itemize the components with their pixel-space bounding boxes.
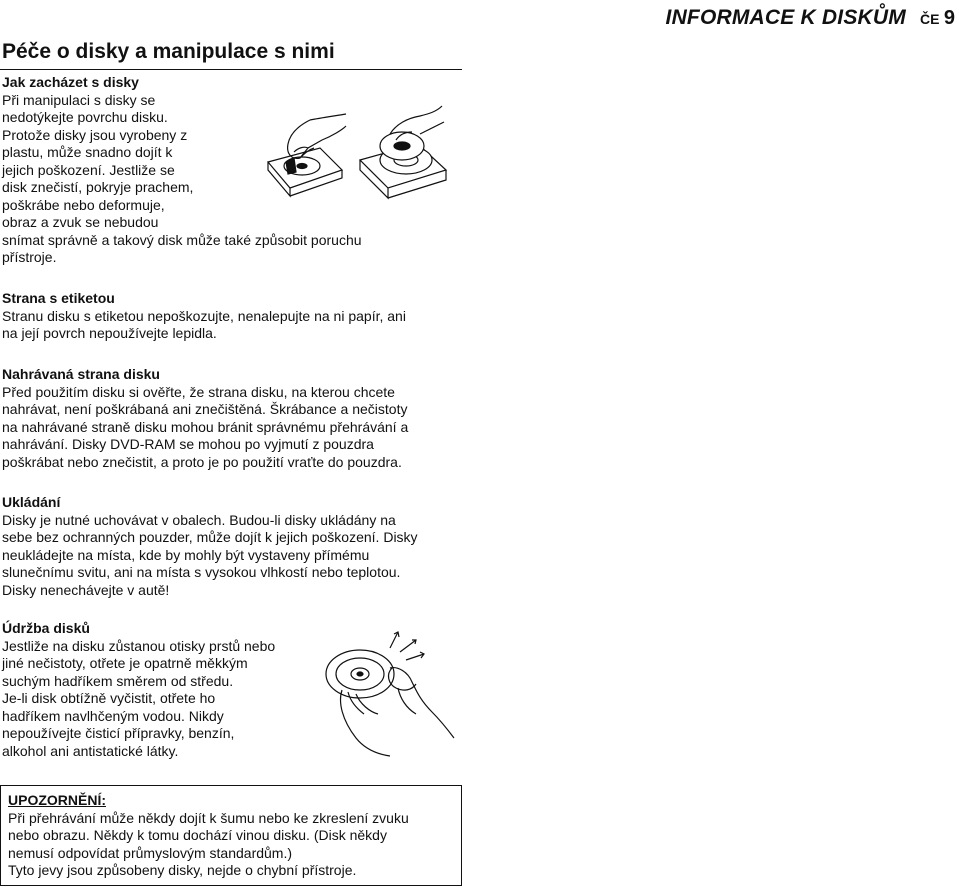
- section-title: INFORMACE K DISKŮM: [665, 6, 906, 29]
- handling-line: disk znečistí, pokryje prachem,: [2, 179, 194, 195]
- storage-heading: Ukládání: [2, 494, 61, 510]
- title-divider: [0, 69, 462, 70]
- maintenance-line: hadříkem navlhčeným vodou. Nikdy: [2, 707, 224, 724]
- storage-line: sebe bez ochranných pouzder, může dojít k jejich poškození. Disky: [2, 529, 418, 545]
- maintenance-heading: Údržba disků: [2, 620, 90, 636]
- handling-line: poškrábe nebo deformuje,: [2, 196, 165, 213]
- storage-line: slunečnímu svitu, ani na místa s vysokou vlhkostí nebo teplotou.: [2, 564, 401, 580]
- handling-line: jejich poškození. Jestliže se: [2, 161, 175, 178]
- warning-title: UPOZORNĚNÍ:: [8, 792, 106, 808]
- storage-line: neukládejte na místa, kde by mohly být vystaveny přímému: [2, 546, 370, 563]
- recording-side-heading: Nahrávaná strana disku: [2, 366, 160, 382]
- label-side-line: na její povrch nepoužívejte lepidla.: [2, 325, 217, 341]
- storage-line: Disky je nutné uchovávat v obalech. Budou-li disky ukládány na: [2, 511, 396, 528]
- recording-side-line: na nahrávané straně disku mohou bránit správnému přehrávání a: [2, 418, 409, 435]
- handling-line: přístroje.: [2, 249, 57, 265]
- disc-tray-illustration: [250, 100, 450, 210]
- warning-line: nemusí odpovídat průmyslovým standardům.): [8, 844, 293, 861]
- warning-box: [0, 785, 462, 886]
- maintenance-line: nepoužívejte čisticí přípravky, benzín,: [2, 725, 235, 741]
- page-header: [666, 6, 955, 30]
- recording-side-line: nahrávat, není poškrábaná ani znečištěná. Škrábance a nečistoty: [2, 401, 408, 417]
- page-number: 9: [943, 7, 955, 29]
- maintenance-line: suchým hadříkem směrem od středu.: [2, 672, 234, 689]
- label-side-line: Stranu disku s etiketou nepoškozujte, nenalepujte na ni papír, ani: [2, 307, 406, 324]
- disc-cleaning-illustration: [320, 628, 460, 758]
- handling-heading: Jak zacházet s disky: [2, 74, 139, 90]
- warning-line: nebo obrazu. Někdy k tomu dochází vinou disku. (Disk někdy: [8, 827, 387, 843]
- warning-line: Tyto jevy jsou způsobeny disky, nejde o chybní přístroje.: [8, 862, 357, 878]
- recording-side-section: [2, 366, 408, 471]
- page-title: Péče o disky a manipulace s nimi: [2, 40, 335, 63]
- label-side-section: [2, 290, 406, 343]
- language-code: ČE: [919, 11, 940, 27]
- handling-line: snímat správně a takový disk může také způsobit poruchu: [2, 231, 362, 248]
- recording-side-line: poškrábat nebo znečistit, a proto je po použití vraťte do pouzdra.: [2, 453, 402, 470]
- maintenance-line: jiné nečistoty, otřete je opatrně měkkým: [2, 655, 248, 671]
- warning-line: Při přehrávání může někdy dojít k šumu nebo ke zkreslení zvuku: [8, 809, 409, 826]
- maintenance-section: [2, 620, 275, 760]
- recording-side-line: Před použitím disku si ověřte, že strana disku, na kterou chcete: [2, 383, 395, 400]
- recording-side-line: nahrávání. Disky DVD-RAM se mohou po vyjmutí z pouzdra: [2, 436, 374, 452]
- maintenance-line: Jestliže na disku zůstanou otisky prstů nebo: [2, 637, 276, 654]
- maintenance-line: alkohol ani antistatické látky.: [2, 742, 179, 759]
- handling-line: plastu, může snadno dojít k: [2, 144, 173, 160]
- maintenance-line: Je-li disk obtížně vyčistit, otřete ho: [2, 690, 216, 706]
- handling-line: Protože disky jsou vyrobeny z: [2, 126, 188, 143]
- storage-line: Disky nenechávejte v autě!: [2, 581, 170, 598]
- page-marker: [920, 7, 955, 30]
- label-side-heading: Strana s etiketou: [2, 290, 115, 306]
- handling-line: obraz a zvuk se nebudou: [2, 214, 159, 230]
- storage-section: [2, 494, 418, 599]
- handling-line: nedotýkejte povrchu disku.: [2, 109, 168, 125]
- handling-line: Při manipulaci s disky se: [2, 91, 156, 108]
